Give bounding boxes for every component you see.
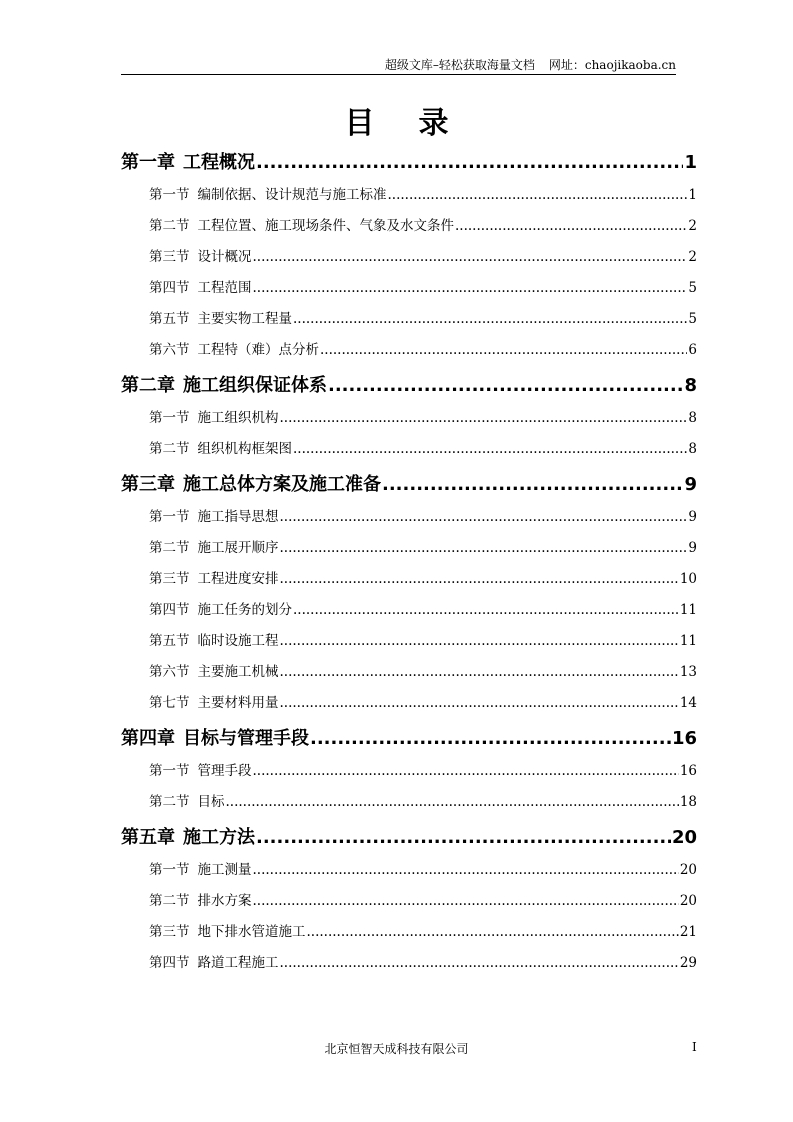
toc-section-page: 13 <box>679 664 697 680</box>
toc-section[interactable] <box>149 595 697 626</box>
toc-section[interactable] <box>149 273 697 304</box>
page-title: 目录 <box>344 106 493 141</box>
toc-chapter-number: 第一章 <box>121 152 175 173</box>
toc-section[interactable] <box>149 564 697 595</box>
toc-chapter-page: 20 <box>671 827 697 848</box>
toc-section-title: 临时设施工程 <box>197 633 279 649</box>
toc-section-number: 第二节 <box>149 218 190 234</box>
toc-section-page: 11 <box>679 633 697 649</box>
toc-section-number: 第六节 <box>149 342 190 358</box>
toc-section-label <box>149 335 319 366</box>
toc-section-number: 第一节 <box>149 187 190 203</box>
toc-chapter-number: 第三章 <box>121 474 175 495</box>
dot-leader <box>280 688 679 719</box>
toc-section-number: 第六节 <box>149 664 190 680</box>
toc-section-label <box>149 886 252 917</box>
toc-section[interactable] <box>149 657 697 688</box>
header-site: 超级文库–轻松获取海量文档 <box>384 58 535 72</box>
dot-leader <box>293 434 687 465</box>
toc-section-title: 排水方案 <box>197 893 252 909</box>
toc-section-number: 第七节 <box>149 695 190 711</box>
table-of-contents <box>121 143 697 979</box>
toc-chapter-label <box>121 468 381 502</box>
toc-section-label <box>149 242 252 273</box>
toc-section-label <box>149 917 306 948</box>
dot-leader <box>280 533 688 564</box>
dot-leader <box>226 787 679 818</box>
dot-leader <box>307 917 679 948</box>
dot-leader <box>253 855 679 886</box>
toc-section-title: 工程位置、施工现场条件、气象及水文条件 <box>197 218 454 234</box>
toc-section-title: 主要材料用量 <box>197 695 279 711</box>
toc-section-label <box>149 787 225 818</box>
toc-section-page: 10 <box>679 571 697 587</box>
toc-chapter[interactable] <box>121 821 697 855</box>
toc-section-number: 第二节 <box>149 893 190 909</box>
toc-section-number: 第一节 <box>149 763 190 779</box>
toc-section-page: 5 <box>688 311 697 327</box>
page-header <box>121 56 676 75</box>
toc-chapter-number: 第五章 <box>121 827 175 848</box>
toc-section[interactable] <box>149 211 697 242</box>
toc-section-label <box>149 304 292 335</box>
toc-section-page: 16 <box>679 763 697 779</box>
toc-section[interactable] <box>149 787 697 818</box>
toc-section-number: 第三节 <box>149 571 190 587</box>
toc-chapter-label <box>121 821 255 855</box>
toc-section[interactable] <box>149 626 697 657</box>
toc-section-label <box>149 688 279 719</box>
toc-section-page: 9 <box>688 540 697 556</box>
toc-section-number: 第二节 <box>149 794 190 810</box>
toc-section[interactable] <box>149 502 697 533</box>
toc-section-page: 18 <box>679 794 697 810</box>
toc-section-number: 第二节 <box>149 540 190 556</box>
toc-section[interactable] <box>149 917 697 948</box>
toc-chapter-label <box>121 369 327 403</box>
toc-section-title: 工程进度安排 <box>197 571 279 587</box>
dot-leader <box>280 657 679 688</box>
toc-chapter-title: 施工组织保证体系 <box>183 375 327 396</box>
toc-section-label <box>149 756 252 787</box>
toc-chapter-title: 目标与管理手段 <box>183 728 309 749</box>
toc-section-label <box>149 564 279 595</box>
toc-section-number: 第五节 <box>149 311 190 327</box>
toc-section-number: 第四节 <box>149 955 190 971</box>
dot-leader <box>382 468 683 502</box>
toc-section-page: 1 <box>688 187 697 203</box>
toc-section[interactable] <box>149 180 697 211</box>
dot-leader <box>256 821 671 855</box>
toc-section-page: 2 <box>688 249 697 265</box>
toc-section-label <box>149 434 292 465</box>
toc-section-page: 21 <box>679 924 697 940</box>
toc-chapter-page: 16 <box>671 728 697 749</box>
toc-section-label <box>149 626 279 657</box>
toc-section-page: 6 <box>688 342 697 358</box>
toc-section-number: 第三节 <box>149 924 190 940</box>
dot-leader <box>320 335 687 366</box>
toc-chapter[interactable] <box>121 146 697 180</box>
toc-section-title: 工程特（难）点分析 <box>197 342 319 358</box>
toc-section-page: 8 <box>688 441 697 457</box>
toc-section-title: 主要实物工程量 <box>197 311 292 327</box>
dot-leader <box>253 242 688 273</box>
toc-chapter[interactable] <box>121 369 697 403</box>
dot-leader <box>293 304 687 335</box>
dot-leader <box>280 502 688 533</box>
toc-section-number: 第一节 <box>149 410 190 426</box>
toc-section-label <box>149 657 279 688</box>
toc-section[interactable] <box>149 335 697 366</box>
toc-section-number: 第四节 <box>149 280 190 296</box>
toc-chapter-page: 8 <box>684 375 697 396</box>
toc-section-number: 第二节 <box>149 441 190 457</box>
toc-section-page: 2 <box>688 218 697 234</box>
toc-section-number: 第一节 <box>149 862 190 878</box>
toc-section[interactable] <box>149 242 697 273</box>
toc-section-title: 施工任务的划分 <box>197 602 292 618</box>
toc-section-label <box>149 948 279 979</box>
toc-section[interactable] <box>149 886 697 917</box>
toc-section-title: 施工测量 <box>197 862 252 878</box>
dot-leader <box>280 403 688 434</box>
dot-leader <box>280 564 679 595</box>
toc-chapter-page: 1 <box>684 152 697 173</box>
dot-leader <box>310 722 671 756</box>
toc-section-title: 设计概况 <box>197 249 252 265</box>
toc-section-label <box>149 403 279 434</box>
toc-section-number: 第五节 <box>149 633 190 649</box>
toc-section-title: 施工展开顺序 <box>197 540 279 556</box>
toc-section-number: 第三节 <box>149 249 190 265</box>
toc-section-label <box>149 273 252 304</box>
toc-chapter-title: 施工总体方案及施工准备 <box>183 474 381 495</box>
toc-chapter-label <box>121 146 255 180</box>
toc-section[interactable] <box>149 304 697 335</box>
dot-leader <box>253 273 688 304</box>
toc-section-title: 管理手段 <box>197 763 252 779</box>
footer-company: 北京恒智天成科技有限公司 <box>324 1042 469 1056</box>
toc-section-title: 目标 <box>197 794 225 810</box>
toc-section-title: 地下排水管道施工 <box>197 924 306 940</box>
toc-chapter[interactable] <box>121 468 697 502</box>
toc-section-title: 编制依据、设计规范与施工标准 <box>197 187 387 203</box>
header-url: 网址：chaojikaoba.cn <box>548 58 676 72</box>
toc-chapter-page: 9 <box>684 474 697 495</box>
dot-leader <box>256 146 683 180</box>
toc-chapter-number: 第四章 <box>121 728 175 749</box>
toc-section-label <box>149 180 387 211</box>
toc-section-page: 8 <box>688 410 697 426</box>
dot-leader <box>280 948 679 979</box>
dot-leader <box>280 626 679 657</box>
toc-chapter[interactable] <box>121 722 697 756</box>
footer-page-number: I <box>692 1040 697 1054</box>
toc-section[interactable] <box>149 533 697 564</box>
toc-section[interactable] <box>149 434 697 465</box>
dot-leader <box>253 756 679 787</box>
dot-leader <box>455 211 687 242</box>
toc-section-page: 20 <box>679 893 697 909</box>
toc-section-page: 29 <box>679 955 697 971</box>
toc-chapter-label <box>121 722 309 756</box>
toc-section-title: 路道工程施工 <box>197 955 279 971</box>
toc-section[interactable] <box>149 948 697 979</box>
dot-leader <box>293 595 679 626</box>
dot-leader <box>328 369 683 403</box>
toc-section-label <box>149 855 252 886</box>
toc-section-page: 14 <box>679 695 697 711</box>
toc-section-page: 9 <box>688 509 697 525</box>
toc-section-title: 工程范围 <box>197 280 252 296</box>
toc-section-title: 施工指导思想 <box>197 509 279 525</box>
toc-section-title: 组织机构框架图 <box>197 441 292 457</box>
toc-section-page: 11 <box>679 602 697 618</box>
toc-section-title: 主要施工机械 <box>197 664 279 680</box>
toc-section[interactable] <box>149 403 697 434</box>
toc-section-number: 第四节 <box>149 602 190 618</box>
toc-section-label <box>149 502 279 533</box>
toc-section-page: 5 <box>688 280 697 296</box>
dot-leader <box>388 180 688 211</box>
toc-chapter-title: 工程概况 <box>183 152 255 173</box>
toc-chapter-number: 第二章 <box>121 375 175 396</box>
toc-section-label <box>149 533 279 564</box>
toc-section-page: 20 <box>679 862 697 878</box>
toc-chapter-title: 施工方法 <box>183 827 255 848</box>
toc-section[interactable] <box>149 688 697 719</box>
toc-section-label <box>149 211 454 242</box>
dot-leader <box>253 886 679 917</box>
toc-section[interactable] <box>149 855 697 886</box>
toc-section-label <box>149 595 292 626</box>
toc-section-number: 第一节 <box>149 509 190 525</box>
toc-section-title: 施工组织机构 <box>197 410 279 426</box>
toc-section[interactable] <box>149 756 697 787</box>
